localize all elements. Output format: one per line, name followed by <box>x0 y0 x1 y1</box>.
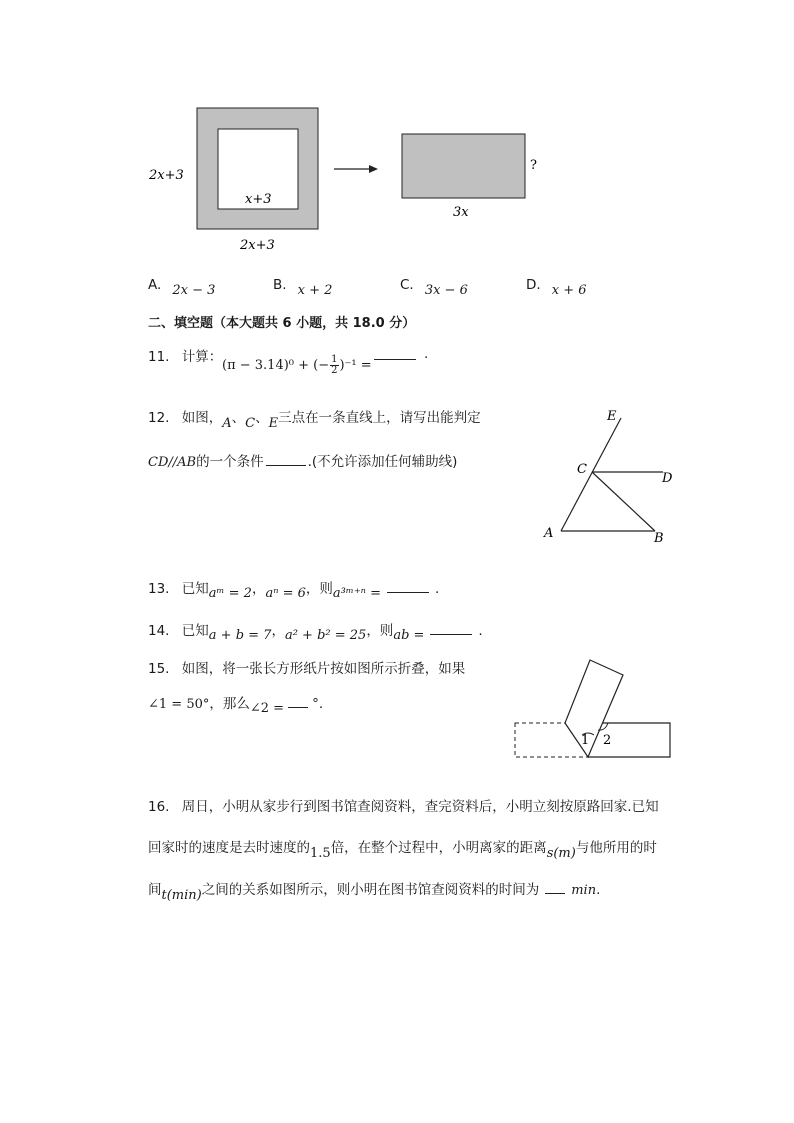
q15-angle1: ∠1 = 50° <box>148 697 210 712</box>
q12-sep2: 、 <box>255 410 269 426</box>
option-expr: x + 6 <box>551 283 587 298</box>
line-cb <box>592 472 655 531</box>
line-ae <box>561 418 621 531</box>
arrow-head <box>369 165 378 173</box>
label-d: D <box>662 471 673 486</box>
q11-expr-tail: )⁻¹ = <box>339 358 372 373</box>
option-letter: A. <box>148 277 162 293</box>
q14-e2: a² + b² = 25 <box>284 628 367 643</box>
section-score: 18.0 <box>352 316 385 331</box>
q15-answer-blank[interactable] <box>288 695 308 708</box>
outer-bottom-label: 2x+3 <box>240 238 275 253</box>
q14-t2: ， <box>271 623 285 639</box>
label-e: E <box>607 409 617 424</box>
q12-text2: 三点在一条直线上，请写出能判定 <box>278 410 481 426</box>
q14-end: . <box>478 623 483 639</box>
area-figure <box>140 100 560 260</box>
question-11 <box>148 345 222 365</box>
option-letter: D. <box>526 277 541 293</box>
question-number: 13. <box>148 581 170 597</box>
q14-t3: ，则 <box>366 623 394 639</box>
q11-expression <box>222 355 372 376</box>
q12-sep1: 、 <box>231 410 246 426</box>
option-d[interactable] <box>526 274 587 298</box>
q16-line3 <box>148 878 601 903</box>
q12-answer-blank[interactable] <box>266 455 306 466</box>
option-a[interactable] <box>148 274 216 298</box>
q12-condition: CD//AB <box>148 455 197 470</box>
q15-text1: 如图，将一张长方形纸片按如图所示折叠，如果 <box>181 661 466 677</box>
q15-line2 <box>148 692 324 716</box>
q13-e3: a³ᵐ⁺ⁿ = <box>332 586 381 601</box>
question-13 <box>148 577 440 601</box>
option-expr: x + 2 <box>297 283 333 298</box>
option-expr: 3x − 6 <box>424 283 468 298</box>
angle-label-1: 1 <box>581 733 590 748</box>
option-expr: 2x − 3 <box>172 283 216 298</box>
q12-text1: 如图， <box>181 410 223 426</box>
q14-e1: a + b = 7 <box>208 628 272 643</box>
section-heading <box>148 312 415 331</box>
q13-e2: aⁿ = 6 <box>265 586 306 601</box>
q13-t1: 已知 <box>181 581 209 597</box>
q11-expr-head: (π − 3.14)⁰ + (− <box>222 358 330 373</box>
point-e: E <box>268 416 279 431</box>
q15-t2: ，那么 <box>209 696 250 712</box>
question-number: 16. <box>148 799 170 815</box>
q16-time-var: t(min) <box>161 888 202 903</box>
q16-line2 <box>148 836 657 861</box>
q11-answer-blank[interactable] <box>374 356 416 360</box>
q13-e1: aᵐ = 2 <box>208 586 252 601</box>
q13-t3: ，则 <box>305 581 333 597</box>
q16-l3b: 之间的关系如图所示，则小明在图书馆查阅资料的时间为 <box>201 882 540 898</box>
section-title-post: 分） <box>384 316 416 331</box>
q16-distance-var: s(m) <box>546 846 576 861</box>
q14-e3: ab = <box>393 628 425 643</box>
question-16 <box>148 795 659 815</box>
q14-answer-blank[interactable] <box>430 622 472 635</box>
option-b[interactable] <box>273 274 333 298</box>
question-number: 12. <box>148 410 170 426</box>
question-number: 11. <box>148 349 170 365</box>
q11-fraction <box>330 355 338 376</box>
q16-unit: min <box>571 883 597 898</box>
q13-end: . <box>434 581 440 597</box>
q15-angle2: ∠2 = <box>249 701 285 716</box>
q16-l2a: 回家时的速度是去时速度的 <box>148 840 310 856</box>
q16-answer-blank[interactable] <box>545 881 565 894</box>
option-letter: B. <box>273 277 287 293</box>
folded-paper-figure <box>510 655 680 765</box>
q14-t1: 已知 <box>181 623 209 639</box>
rect-bottom-label: 3x <box>453 205 469 220</box>
section-count: 6 <box>282 316 292 331</box>
question-label: 计算： <box>181 349 223 365</box>
section-title-mid: 小题，共 <box>291 316 353 331</box>
question-12 <box>148 406 481 431</box>
point-a: A <box>222 416 232 431</box>
q16-speed: 1.5 <box>310 846 331 861</box>
folded-flap <box>565 660 623 757</box>
parallel-lines-figure <box>535 400 685 550</box>
angle-label-2: 2 <box>603 733 612 748</box>
q16-l3a: 间 <box>148 882 162 898</box>
question-number: 15. <box>148 661 170 677</box>
question-15 <box>148 657 465 677</box>
option-c[interactable] <box>400 274 468 298</box>
q16-l2b: 倍，在整个过程中，小明离家的距离 <box>330 840 547 856</box>
q15-end: °. <box>312 696 324 712</box>
q16-line1: 周日，小明从家步行到图书馆查阅资料，查完资料后，小明立刻按原路回家.已知 <box>181 799 659 815</box>
label-a: A <box>544 526 554 541</box>
q12-line2 <box>148 450 457 470</box>
section-title-pre: 二、填空题（本大题共 <box>148 316 283 331</box>
q11-frac-num: 1 <box>331 354 338 365</box>
q11-frac-den: 2 <box>331 365 338 376</box>
outer-side-label: 2x+3 <box>149 168 184 183</box>
point-c: C <box>245 416 256 431</box>
result-rectangle <box>402 134 525 198</box>
question-14 <box>148 619 483 643</box>
q11-end: . <box>424 346 429 362</box>
option-letter: C. <box>400 277 414 293</box>
q13-answer-blank[interactable] <box>387 580 429 593</box>
inner-side-label: x+3 <box>245 192 272 207</box>
label-c: C <box>577 462 587 477</box>
q16-end: . <box>596 882 601 898</box>
label-b: B <box>654 531 664 546</box>
q12-text4: .(不允许添加任何辅助线) <box>307 454 458 470</box>
q12-text3: 的一个条件 <box>196 454 264 470</box>
question-number: 14. <box>148 623 170 639</box>
q13-t2: ， <box>251 581 266 597</box>
q16-l2c: 与他所用的时 <box>575 840 657 856</box>
rect-side-label: ? <box>530 158 537 173</box>
